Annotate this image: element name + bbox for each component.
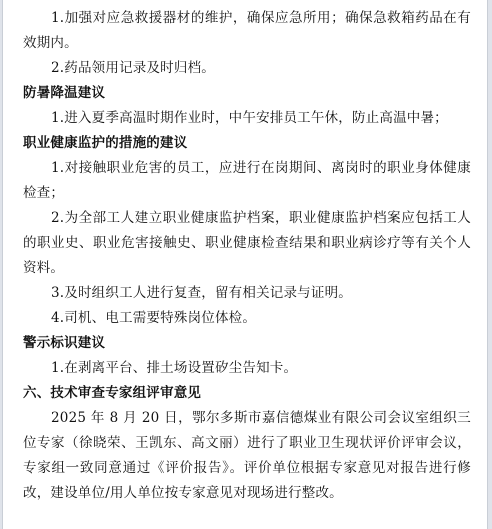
paragraph-special-exam: 4.司机、电工需要特殊岗位体检。 bbox=[51, 310, 257, 326]
heading-heat-prevention: 防暑降温建议 bbox=[23, 85, 106, 101]
document-page bbox=[2, 0, 488, 529]
paragraph-review-meeting: 2025 年 8 月 20 日，鄂尔多斯市嘉信德煤业有限公司会议室组织三位专家（徐晓荣、王凯东、高文丽）进行了职业卫生现状评价评审会议，专家组一致同意通过《评价报告》。评价单位根据专家意见对报告进行修改，建设单位/用人单位按专家意见对现场进行整改。 bbox=[23, 410, 471, 501]
paragraph-dust-notice: 1.在剥离平台、排土场设置矽尘告知卡。 bbox=[51, 360, 298, 376]
paragraph-health-archive: 2.为全部工人建立职业健康监护档案，职业健康监护档案应包括工人的职业史、职业危害接触史、职业健康检查结果和职业病诊疗等有关个人资料。 bbox=[23, 210, 471, 276]
paragraph-medicine-records: 2.药品领用记录及时归档。 bbox=[51, 60, 215, 76]
heading-expert-review: 六、技术审查专家组评审意见 bbox=[23, 385, 202, 401]
paragraph-emergency-equipment: 1.加强对应急救援器材的维护，确保应急所用；确保急救箱药品在有效期内。 bbox=[23, 10, 471, 51]
paragraph-health-check: 1.对接触职业危害的员工，应进行在岗期间、离岗时的职业身体健康检查； bbox=[23, 160, 471, 201]
paragraph-recheck: 3.及时组织工人进行复查，留有相关记录与证明。 bbox=[51, 285, 352, 301]
heading-warning-signs: 警示标识建议 bbox=[23, 335, 106, 351]
paragraph-summer-rest: 1.进入夏季高温时期作业时，中午安排员工午休，防止高温中暑； bbox=[51, 110, 448, 126]
heading-health-monitoring: 职业健康监护的措施的建议 bbox=[23, 135, 188, 151]
document-body bbox=[3, 0, 487, 506]
